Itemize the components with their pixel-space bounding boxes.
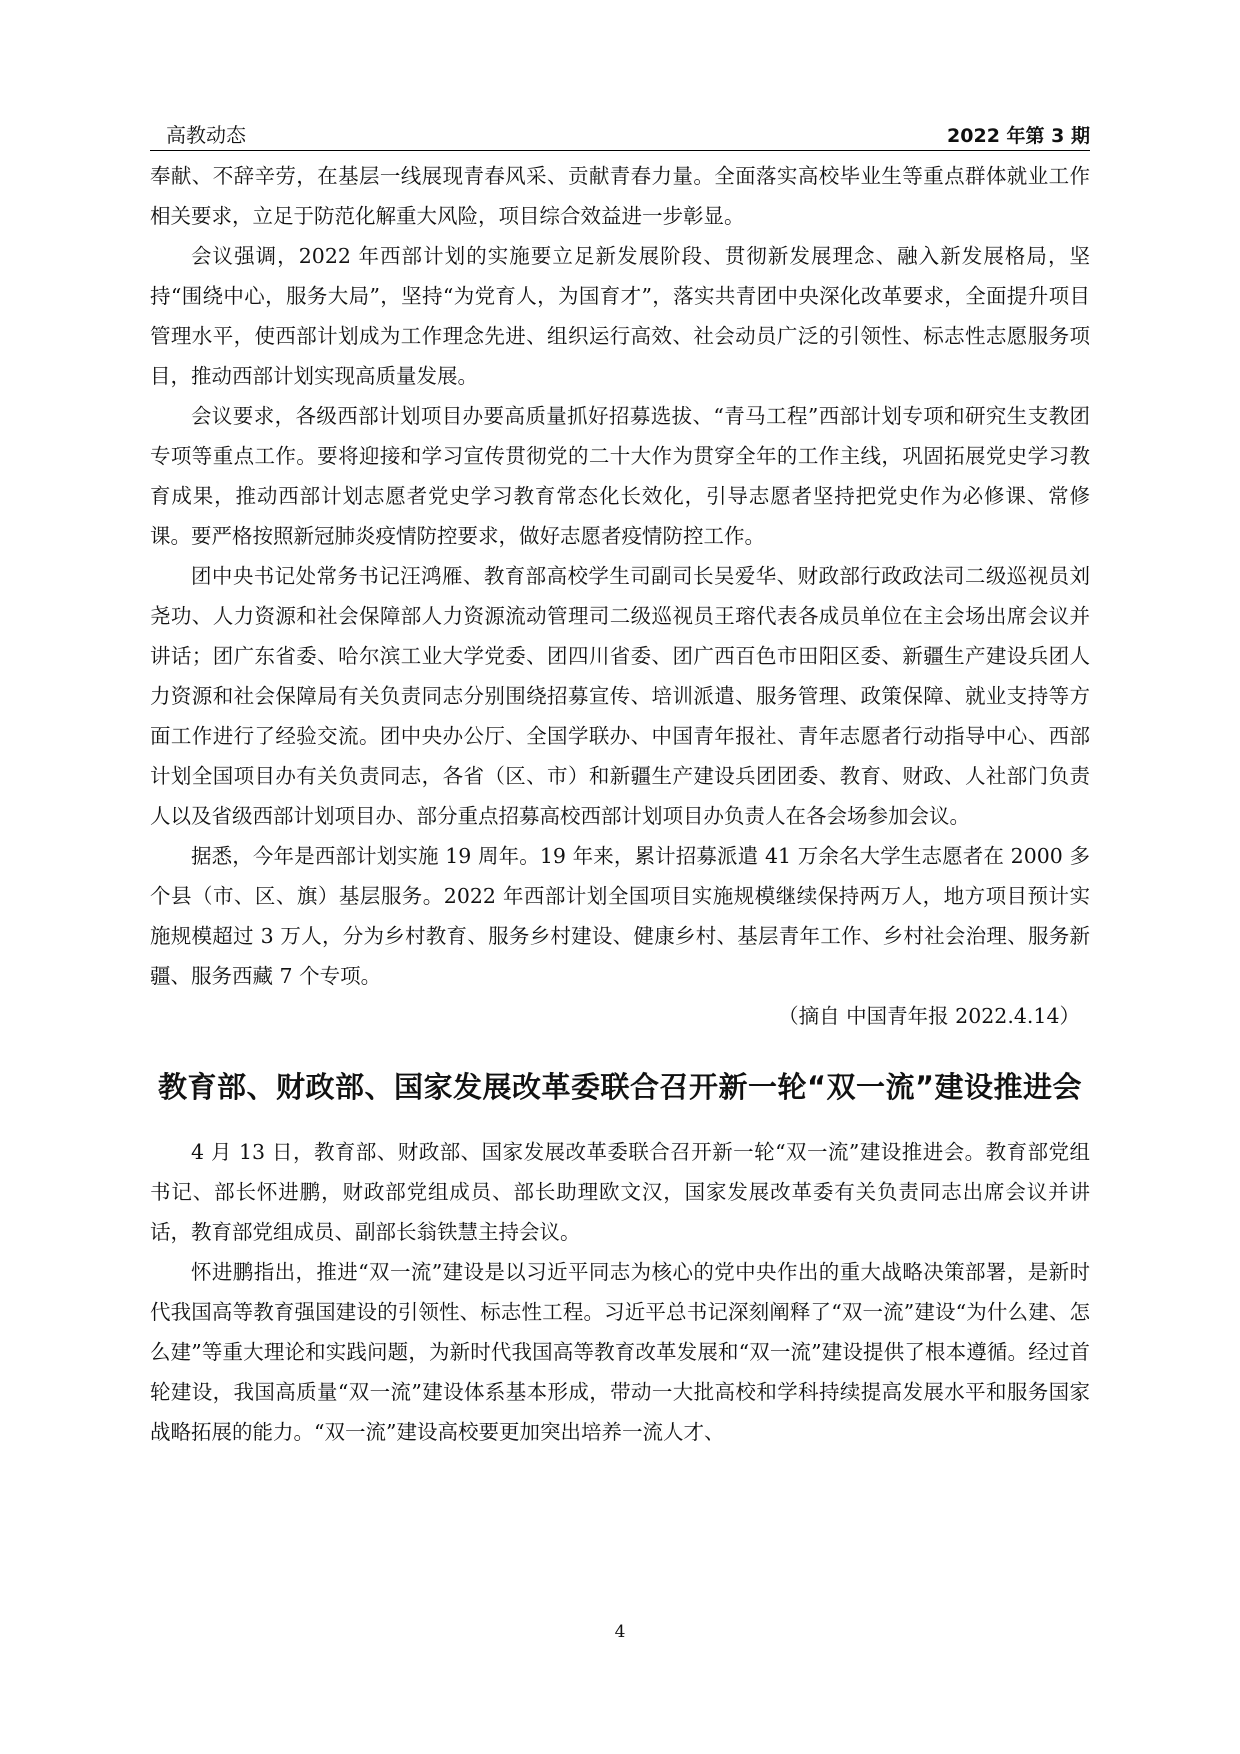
article-title: 教育部、财政部、国家发展改革委联合召开新一轮“双一流”建设推进会 — [157, 1070, 1083, 1104]
page-number: 4 — [614, 1622, 626, 1642]
paragraph: 4 月 13 日，教育部、财政部、国家发展改革委联合召开新一轮“双一流”建设推进会。教育部党组书记、部长怀进鹏，财政部党组成员、部长助理欧文汉，国家发展改革委有关负责同志出席会议并讲话，教育部党组成员、副部长翁铁慧主持会议。 — [150, 1140, 1090, 1244]
paragraph: 团中央书记处常务书记汪鸿雁、教育部高校学生司副司长吴爱华、财政部行政政法司二级巡视员刘尧功、人力资源和社会保障部人力资源流动管理司二级巡视员王瑢代表各成员单位在主会场出席会议并讲话；团广东省委、哈尔滨工业大学党委、团四川省委、团广西百色市田阳区委、新疆生产建设兵团人力资源和社会保障局有关负责同志分别围绕招募宣传、培训派遣、服务管理、政策保障、就业支持等方面工作进行了经验交流。团中央办公厅、全国学联办、中国青年报社、青年志愿者行动指导中心、西部计划全国项目办有关负责同志，各省（区、市）和新疆生产建设兵团团委、教育、财政、人社部门负责人以及省级西部计划项目办、部分重点招募高校西部计划项目办负责人在各会场参加会议。 — [150, 564, 1090, 828]
paragraph: 会议要求，各级西部计划项目办要高质量抓好招募选拔、“青马工程”西部计划专项和研究生支教团专项等重点工作。要将迎接和学习宣传贯彻党的二十大作为贯穿全年的工作主线，巩固拓展党史学习教育成果，推动西部计划志愿者党史学习教育常态化长效化，引导志愿者坚持把党史作为必修课、常修课。要严格按照新冠肺炎疫情防控要求，做好志愿者疫情防控工作。 — [150, 404, 1090, 548]
paragraph: 怀进鹏指出，推进“双一流”建设是以习近平同志为核心的党中央作出的重大战略决策部署，是新时代我国高等教育强国建设的引领性、标志性工程。习近平总书记深刻阐释了“双一流”建设“为什么建、怎么建”等重大理论和实践问题，为新时代我国高等教育改革发展和“双一流”建设提供了根本遵循。经过首轮建设，我国高质量“双一流”建设体系基本形成，带动一大批高校和学科持续提高发展水平和服务国家战略拓展的能力。“双一流”建设高校要更加突出培养一流人才、 — [150, 1260, 1090, 1444]
issue-number: 2022 年第 3 期 — [947, 125, 1090, 147]
running-header — [150, 118, 1090, 148]
paragraph: 会议强调，2022 年西部计划的实施要立足新发展阶段、贯彻新发展理念、融入新发展格局，坚持“围绕中心，服务大局”，坚持“为党育人，为国育才”，落实共青团中央深化改革要求，全面提升项目管理水平，使西部计划成为工作理念先进、组织运行高效、社会动员广泛的引领性、标志性志愿服务项目，推动西部计划实现高质量发展。 — [150, 244, 1090, 388]
header-rule — [150, 150, 1090, 151]
publication-name: 高教动态 — [166, 123, 246, 147]
paragraph: 据悉，今年是西部计划实施 19 周年。19 年来，累计招募派遣 41 万余名大学生志愿者在 2000 多个县（市、区、旗）基层服务。2022 年西部计划全国项目实施规模继续保持两万人，地方项目预计实施规模超过 3 万人，分为乡村教育、服务乡村建设、健康乡村、基层青年工作、乡村社会治理、服务新疆、服务西藏 7 个专项。 — [150, 844, 1090, 988]
paragraph: 奉献、不辞辛劳，在基层一线展现青春风采、贡献青春力量。全面落实高校毕业生等重点群体就业工作相关要求，立足于防范化解重大风险，项目综合效益进一步彰显。 — [150, 164, 1090, 228]
page-content — [150, 156, 1090, 1452]
source-citation: （摘自 中国青年报 2022.4.14） — [778, 1004, 1080, 1028]
